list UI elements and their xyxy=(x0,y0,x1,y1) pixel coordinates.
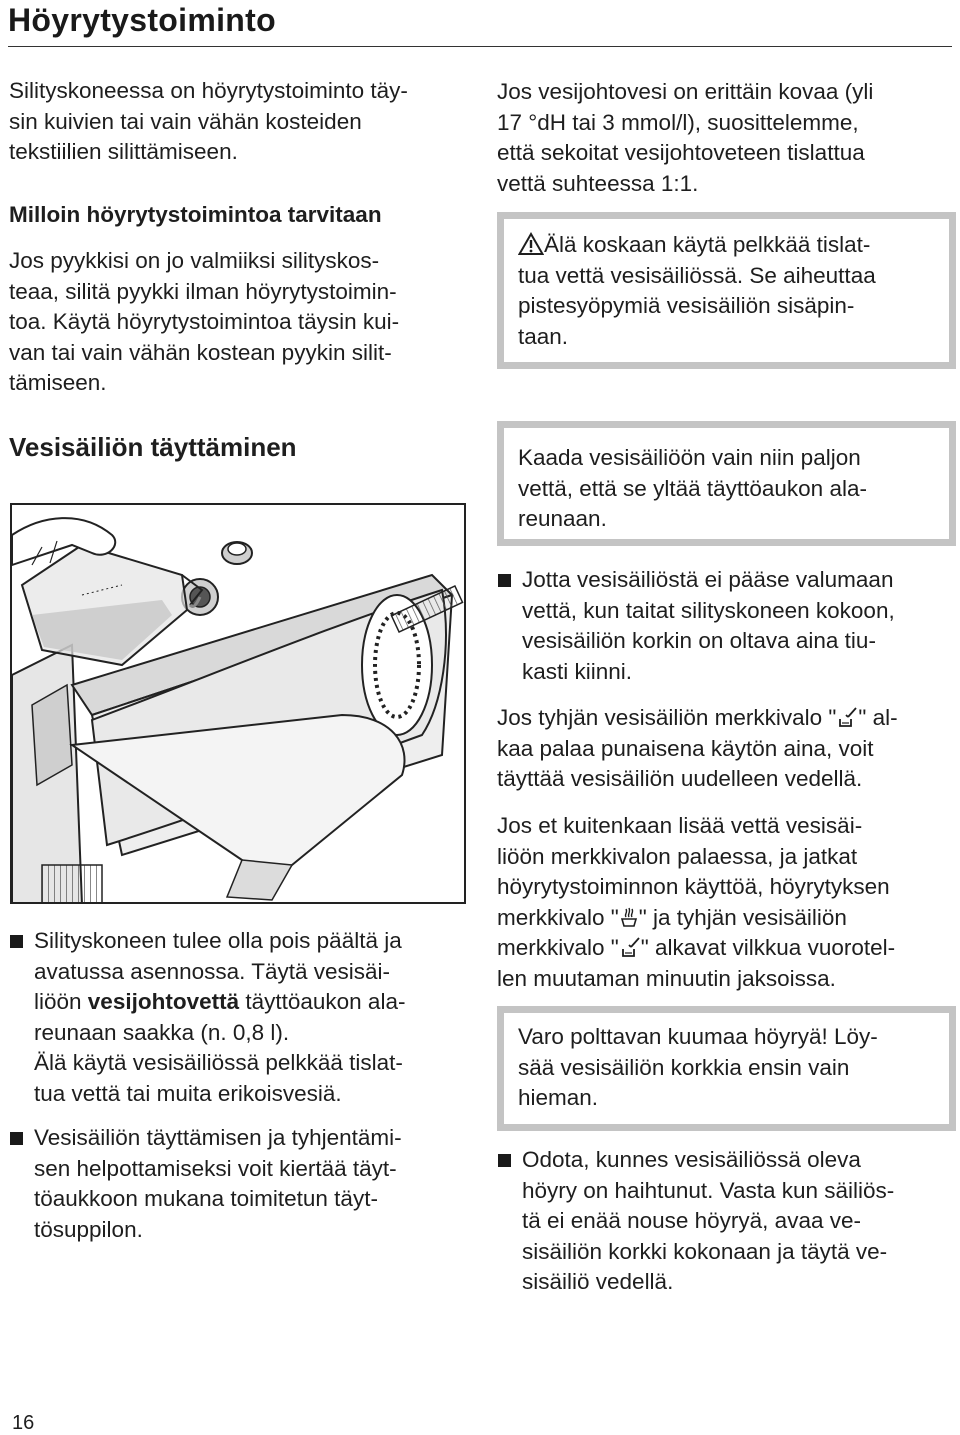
fill-note-line: reunaan. xyxy=(518,506,607,531)
warning-line: tua vettä vesisäiliössä. Se aiheuttaa xyxy=(518,262,876,288)
empty-tank-icon xyxy=(619,935,641,959)
warning-triangle-icon xyxy=(518,232,544,256)
blink-line xyxy=(497,903,895,934)
instruction-text: täyttöaukon ala- xyxy=(239,989,406,1014)
when-paragraph xyxy=(9,246,399,399)
fill-note-text xyxy=(518,443,867,535)
bullet-instruction-fill xyxy=(34,926,405,1109)
empty-light-paragraph xyxy=(497,703,898,795)
intro-paragraph xyxy=(9,76,408,168)
instruction-line: avatussa asennossa. Täytä vesisäi- xyxy=(34,958,391,984)
intro-line: Silityskoneessa on höyrytystoiminto täy- xyxy=(9,78,408,103)
wait-line: sisäiliön korkki kokonaan ja täytä ve- xyxy=(522,1238,888,1264)
when-line: teaa, silitä pyykki ilman höyrytystoimin- xyxy=(9,278,397,304)
empty-light-text: Jos tyhjän vesisäiliön merkkivalo " xyxy=(497,705,837,730)
blink-line xyxy=(497,933,895,964)
when-line: tämiseen. xyxy=(9,370,107,395)
instruction-line: tösuppilon. xyxy=(34,1216,143,1242)
water-tank-filling-illustration xyxy=(10,503,466,904)
blink-paragraph xyxy=(497,811,895,994)
instruction-line: sen helpottamiseksi voit kiertää täyt- xyxy=(34,1155,397,1181)
empty-light-line: kaa palaa punaisena käytön aina, voit xyxy=(497,735,874,761)
cap-line: vettä, kun taitat silityskoneen kokoon, xyxy=(522,597,895,623)
when-line: Jos pyykkisi on jo valmiiksi silityskos- xyxy=(9,248,380,273)
cap-line: vesisäiliön korkin on oltava aina tiu- xyxy=(522,628,876,653)
cap-line: Jotta vesisäiliöstä ei pääse valumaan xyxy=(522,567,894,592)
empty-tank-icon xyxy=(836,705,858,729)
wait-line: tä ei enää nouse höyryä, avaa ve- xyxy=(522,1208,861,1233)
hot-steam-line: Varo polttavan kuumaa höyryä! Löy- xyxy=(518,1024,878,1049)
warning-line: pistesyöpymiä vesisäiliön sisäpin- xyxy=(518,293,855,318)
warning-text xyxy=(518,230,876,352)
emphasis-tap-water: vesijohtovettä xyxy=(87,989,240,1014)
steam-icon xyxy=(619,905,639,929)
fill-note-line: Kaada vesisäiliöön vain niin paljon xyxy=(518,445,861,470)
warning-line: taan. xyxy=(518,323,569,349)
bullet-square xyxy=(10,935,23,948)
blink-text: " ja tyhjän vesisäiliön xyxy=(638,904,847,930)
instruction-line: töaukkoon mukana toimitetun täyt- xyxy=(34,1186,378,1211)
wait-line: Odota, kunnes vesisäiliössä oleva xyxy=(522,1147,861,1172)
page-title: Höyrytystoiminto xyxy=(8,2,276,38)
title-divider xyxy=(8,46,952,47)
cap-line: kasti kiinni. xyxy=(522,658,633,684)
instruction-text: liöön xyxy=(34,989,88,1014)
hard-water-line: vettä suhteessa 1:1. xyxy=(497,170,699,196)
instruction-line: Älä käytä vesisäiliössä pelkkää tislat- xyxy=(34,1050,403,1075)
instruction-line xyxy=(34,987,405,1018)
stand-foot xyxy=(42,865,102,903)
warning-text-first: Älä koskaan käytä pelkkää tislat- xyxy=(544,232,871,257)
empty-light-line xyxy=(497,703,898,734)
bullet-cap-tight xyxy=(522,565,895,687)
hard-water-paragraph xyxy=(497,77,873,199)
empty-light-text: " al- xyxy=(858,705,898,730)
page-number: 16 xyxy=(12,1412,35,1434)
blink-text: merkkivalo " xyxy=(497,935,619,960)
blink-line: höyrytystoiminnon käyttöä, höyrytyksen xyxy=(497,874,890,899)
wait-line: sisäiliö vedellä. xyxy=(522,1269,674,1294)
bullet-square xyxy=(498,574,511,587)
hot-steam-text xyxy=(518,1022,878,1114)
ironer-illustration xyxy=(12,505,466,904)
blink-line: len muutaman minuutin jaksoissa. xyxy=(497,965,836,991)
when-line: van tai vain vähän kostean pyykin silit- xyxy=(9,339,392,365)
hot-steam-line: hieman. xyxy=(518,1085,599,1110)
wait-line: höyry on haihtunut. Vasta kun säiliös- xyxy=(522,1177,895,1203)
hot-steam-line: sää vesisäiliön korkkia ensin vain xyxy=(518,1054,850,1080)
blink-text: merkkivalo " xyxy=(497,904,619,930)
bullet-wait-steam xyxy=(522,1145,894,1298)
blink-text: " alkavat vilkkua vuorotel- xyxy=(640,935,896,960)
warning-line xyxy=(518,230,876,261)
hard-water-line: Jos vesijohtovesi on erittäin kovaa (yli xyxy=(497,79,874,104)
heading-filling: Vesisäiliön täyttäminen xyxy=(9,432,297,462)
bullet-square xyxy=(10,1132,23,1145)
bullet-square xyxy=(498,1154,511,1167)
blink-line: liöön merkkivalon palaessa, ja jatkat xyxy=(497,843,858,869)
heading-when-needed: Milloin höyrytystoimintoa tarvitaan xyxy=(9,202,382,227)
bullet-instruction-funnel xyxy=(34,1123,402,1245)
blink-line: Jos et kuitenkaan lisää vettä vesisäi- xyxy=(497,813,863,838)
instruction-line: Silityskoneen tulee olla pois päältä ja xyxy=(34,928,402,953)
intro-line: sin kuivien tai vain vähän kosteiden xyxy=(9,108,362,134)
shoe-edge xyxy=(227,860,292,900)
instruction-line: tua vettä tai muita erikoisvesiä. xyxy=(34,1080,342,1106)
instruction-line: Vesisäiliön täyttämisen ja tyhjentämi- xyxy=(34,1125,402,1150)
hard-water-line: 17 °dH tai 3 mmol/l), suosittelemme, xyxy=(497,109,859,135)
when-line: toa. Käytä höyrytystoimintoa täysin kui- xyxy=(9,309,400,334)
intro-line: tekstiilien silittämiseen. xyxy=(9,139,238,164)
empty-light-line: täyttää vesisäiliön uudelleen vedellä. xyxy=(497,766,863,791)
instruction-line: reunaan saakka (n. 0,8 l). xyxy=(34,1019,290,1045)
hard-water-line: että sekoitat vesijohtoveteen tislattua xyxy=(497,140,865,165)
fill-note-line: vettä, että se yltää täyttöaukon ala- xyxy=(518,475,867,501)
